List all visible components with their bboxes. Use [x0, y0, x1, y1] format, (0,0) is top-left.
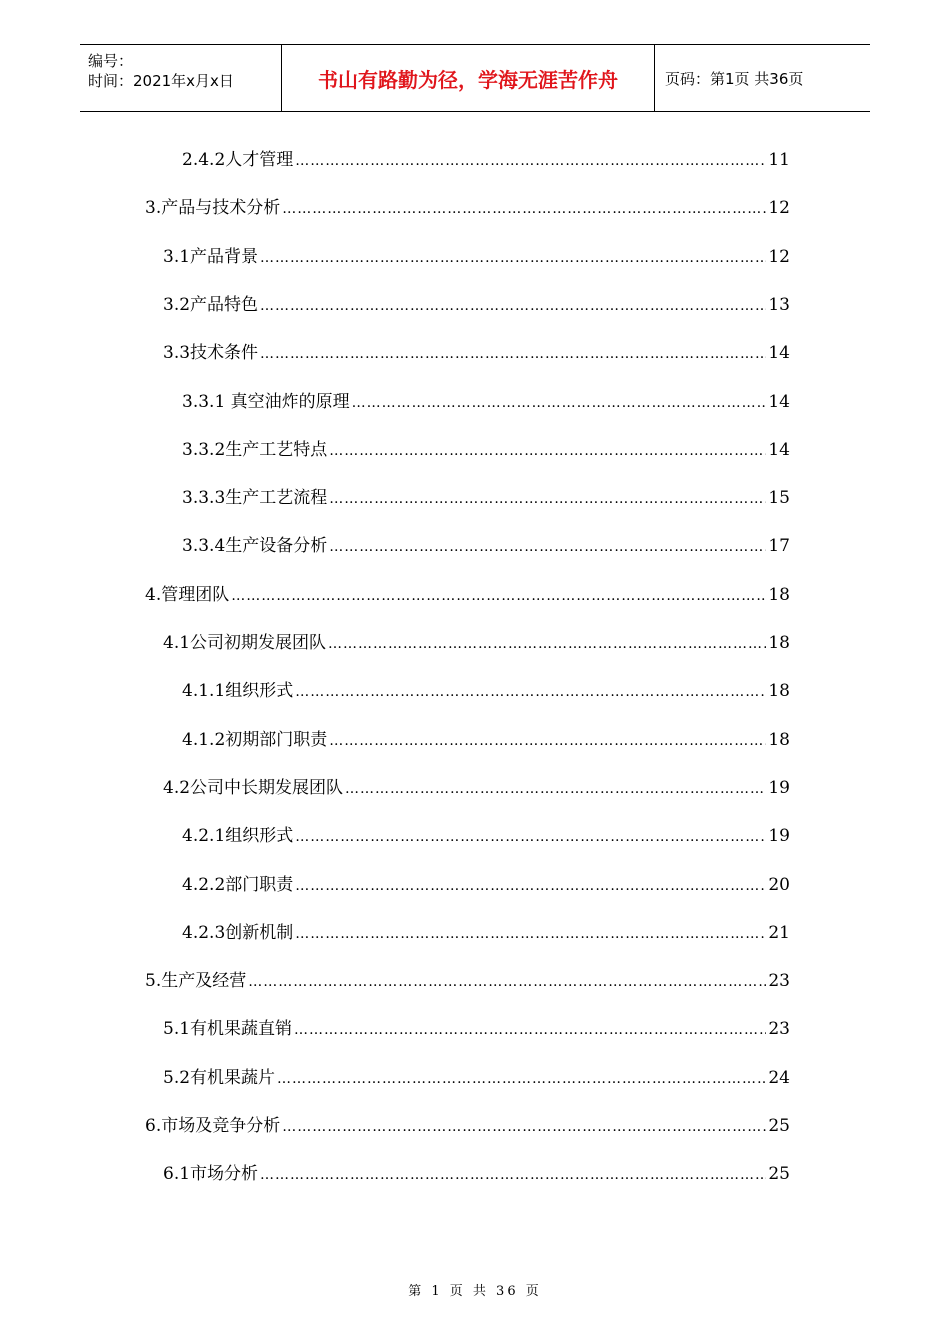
toc-entry-page: 23	[768, 971, 790, 991]
toc-leader-dots	[329, 729, 766, 753]
toc-entry-title: 4.管理团队	[145, 585, 230, 605]
toc-entry[interactable]	[145, 583, 790, 607]
toc-entry[interactable]	[145, 969, 790, 993]
toc-entry[interactable]	[163, 1162, 790, 1186]
toc-entry-page: 21	[768, 923, 790, 943]
toc-entry-page: 24	[768, 1068, 790, 1088]
toc-entry-page: 19	[768, 778, 790, 798]
toc-entry-title: 3.产品与技术分析	[145, 198, 281, 218]
toc-entry-title: 3.3.2生产工艺特点	[182, 440, 328, 460]
toc-entry-page: 14	[768, 392, 790, 412]
toc-entry-page: 25	[768, 1164, 790, 1184]
toc-entry-page: 12	[768, 198, 790, 218]
toc-entry-title: 3.1产品背景	[163, 247, 259, 267]
toc-leader-dots	[295, 922, 766, 946]
toc-leader-dots	[329, 487, 766, 511]
time-label: 时间：2021年x月x日	[88, 72, 234, 90]
toc-entry-page: 11	[768, 150, 790, 170]
toc-entry-title: 2.4.2人才管理	[182, 150, 294, 170]
toc-entry[interactable]	[182, 679, 790, 703]
number-label: 编号：	[88, 52, 134, 70]
toc-leader-dots	[260, 246, 766, 270]
toc-leader-dots	[295, 874, 766, 898]
toc-leader-dots	[294, 1018, 766, 1042]
toc-entry-page: 18	[768, 681, 790, 701]
toc-leader-dots	[295, 680, 766, 704]
toc-entry[interactable]	[182, 534, 790, 558]
header-page-info: 页码：第1页 共36页	[665, 69, 804, 88]
toc-entry[interactable]	[182, 921, 790, 945]
toc-entry-page: 14	[768, 440, 790, 460]
toc-entry-title: 4.1.2初期部门职责	[182, 730, 328, 750]
toc-entry[interactable]	[163, 293, 790, 317]
toc-entry-title: 3.3.3生产工艺流程	[182, 488, 328, 508]
toc-entry[interactable]	[182, 486, 790, 510]
page-footer: 第 1 页 共 36 页	[408, 1284, 542, 1299]
toc-entry-page: 14	[768, 343, 790, 363]
toc-leader-dots	[248, 970, 766, 994]
toc-entry-page: 20	[768, 875, 790, 895]
toc-entry[interactable]	[163, 631, 790, 655]
toc-entry-page: 12	[768, 247, 790, 267]
toc-entry-title: 3.2产品特色	[163, 295, 259, 315]
toc-leader-dots	[260, 342, 766, 366]
toc-entry-title: 4.1.1组织形式	[182, 681, 294, 701]
toc-entry[interactable]	[163, 245, 790, 269]
toc-entry-title: 3.3.4生产设备分析	[182, 536, 328, 556]
toc-leader-dots	[277, 1067, 766, 1091]
toc-entry[interactable]	[182, 824, 790, 848]
toc-leader-dots	[345, 777, 766, 801]
toc-entry-title: 4.2公司中长期发展团队	[163, 778, 344, 798]
toc-entry[interactable]	[163, 776, 790, 800]
toc-entry-title: 5.2有机果蔬片	[163, 1068, 276, 1088]
header-motto: 书山有路勤为径，学海无涯苦作舟	[282, 45, 655, 111]
toc-entry-title: 6.1市场分析	[163, 1164, 259, 1184]
toc-leader-dots	[260, 1163, 766, 1187]
toc-leader-dots	[260, 294, 766, 318]
toc-entry-page: 18	[768, 585, 790, 605]
toc-entry-page: 15	[768, 488, 790, 508]
toc-entry-title: 4.2.1组织形式	[182, 826, 294, 846]
toc-entry[interactable]	[182, 438, 790, 462]
toc-entry-title: 3.3技术条件	[163, 343, 259, 363]
toc-entry[interactable]	[182, 728, 790, 752]
toc-entry[interactable]	[145, 1114, 790, 1138]
toc-entry-page: 17	[768, 536, 790, 556]
toc-entry-title: 5.生产及经营	[145, 971, 247, 991]
toc-entry-page: 18	[768, 730, 790, 750]
toc-leader-dots	[329, 535, 766, 559]
toc-entry[interactable]	[182, 148, 790, 172]
toc-entry[interactable]	[145, 196, 790, 220]
toc-entry-title: 4.2.3创新机制	[182, 923, 294, 943]
toc-entry-title: 6.市场及竞争分析	[145, 1116, 281, 1136]
toc-leader-dots	[282, 197, 766, 221]
toc-entry-page: 18	[768, 633, 790, 653]
toc-entry-page: 23	[768, 1019, 790, 1039]
toc-entry-page: 13	[768, 295, 790, 315]
toc-entry[interactable]	[163, 1017, 790, 1041]
toc-leader-dots	[231, 584, 766, 608]
toc-leader-dots	[328, 632, 766, 656]
toc-leader-dots	[295, 825, 766, 849]
toc-leader-dots	[352, 391, 767, 415]
toc-entry[interactable]	[163, 341, 790, 365]
toc-entry[interactable]	[163, 1066, 790, 1090]
toc-entry[interactable]	[182, 390, 790, 414]
toc-leader-dots	[329, 439, 766, 463]
toc-leader-dots	[295, 149, 766, 173]
toc-entry-title: 4.1公司初期发展团队	[163, 633, 327, 653]
toc-leader-dots	[282, 1115, 766, 1139]
toc-entry-title: 4.2.2部门职责	[182, 875, 294, 895]
toc-entry-title: 5.1有机果蔬直销	[163, 1019, 293, 1039]
toc-entry-page: 25	[768, 1116, 790, 1136]
toc-entry-page: 19	[768, 826, 790, 846]
toc-entry[interactable]	[182, 873, 790, 897]
toc-entry-title: 3.3.1 真空油炸的原理	[182, 392, 350, 412]
